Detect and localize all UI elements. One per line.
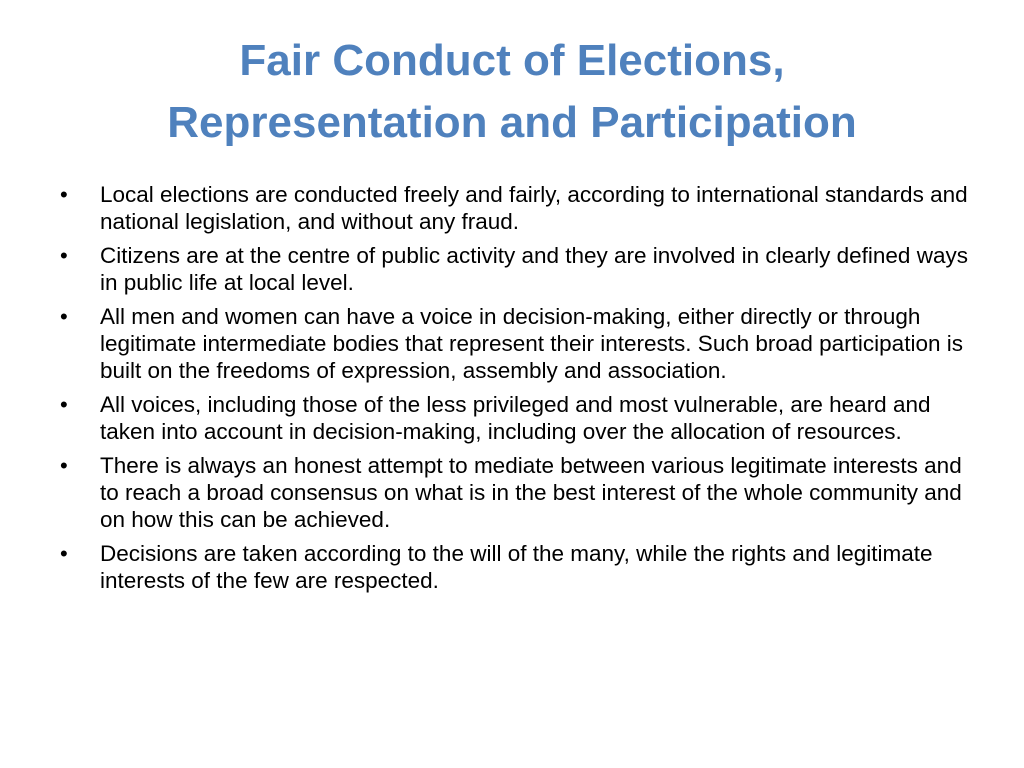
bullet-text: Local elections are conducted freely and fairly, according to international standards and national legislation, and without any fraud. xyxy=(100,182,968,234)
bullet-icon: • xyxy=(60,304,68,329)
bullet-text: Citizens are at the centre of public activity and they are involved in clearly defined ways in public life at local level. xyxy=(100,243,968,295)
bullet-icon: • xyxy=(60,392,68,417)
bullet-text: There is always an honest attempt to mediate between various legitimate interests and to reach a broad consensus on what is in the best interest of the whole community and on how this can be achieved. xyxy=(100,453,962,532)
bullet-text: All voices, including those of the less privileged and most vulnerable, are heard and taken into account in decision-making, including over the allocation of resources. xyxy=(100,392,931,444)
bullet-icon: • xyxy=(60,453,68,478)
bullet-icon: • xyxy=(60,182,68,207)
bullet-item-6 xyxy=(60,540,970,594)
bullet-item-4 xyxy=(60,391,970,445)
bullet-item-5 xyxy=(60,452,970,533)
bullet-icon: • xyxy=(60,243,68,268)
bullet-text: Decisions are taken according to the will of the many, while the rights and legitimate interests of the few are respected. xyxy=(100,541,933,593)
bullet-text: All men and women can have a voice in decision-making, either directly or through legitimate intermediate bodies that represent their interests. Such broad participation is built on the freedoms of expression, assembly and association. xyxy=(100,304,963,383)
bullet-item-2 xyxy=(60,242,970,296)
bullet-list xyxy=(60,181,970,601)
slide-title: Fair Conduct of Elections, Representation and Participation xyxy=(167,36,857,147)
bullet-item-1 xyxy=(60,181,970,235)
bullet-icon: • xyxy=(60,541,68,566)
bullet-item-3 xyxy=(60,303,970,384)
